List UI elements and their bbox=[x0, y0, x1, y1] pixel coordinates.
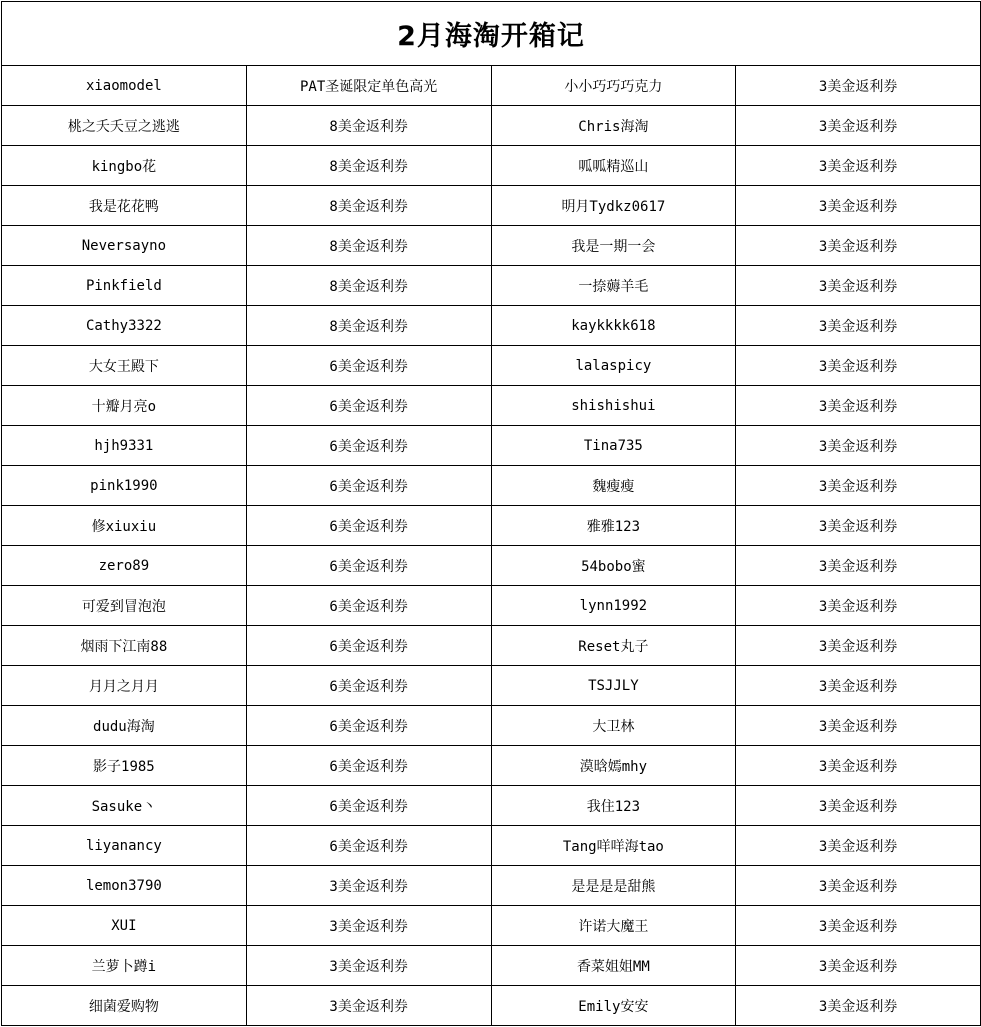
prize-right-cell: 3美金返利券 bbox=[736, 946, 981, 986]
winner-name-left-cell: 可爱到冒泡泡 bbox=[2, 586, 247, 626]
winner-name-left-cell: dudu海淘 bbox=[2, 706, 247, 746]
table-row bbox=[2, 626, 981, 666]
table-row bbox=[2, 506, 981, 546]
prize-left-cell: 3美金返利券 bbox=[246, 986, 491, 1026]
winner-name-left-cell: 细菌爱购物 bbox=[2, 986, 247, 1026]
prize-left-cell: 8美金返利券 bbox=[246, 106, 491, 146]
winner-name-right-cell: 雅雅123 bbox=[491, 506, 736, 546]
winner-name-right-cell: 我住123 bbox=[491, 786, 736, 826]
title-row bbox=[2, 2, 981, 66]
table-row bbox=[2, 906, 981, 946]
prize-left-cell: 6美金返利券 bbox=[246, 386, 491, 426]
table-row bbox=[2, 666, 981, 706]
table-body bbox=[2, 66, 981, 1026]
winner-name-left-cell: XUI bbox=[2, 906, 247, 946]
winner-name-right-cell: kaykkkk618 bbox=[491, 306, 736, 346]
winner-name-right-cell: TSJJLY bbox=[491, 666, 736, 706]
prize-right-cell: 3美金返利券 bbox=[736, 666, 981, 706]
winner-name-right-cell: Tina735 bbox=[491, 426, 736, 466]
winner-name-right-cell: 我是一期一会 bbox=[491, 226, 736, 266]
prize-right-cell: 3美金返利券 bbox=[736, 546, 981, 586]
winner-name-left-cell: 桃之夭夭豆之逃逃 bbox=[2, 106, 247, 146]
prize-right-cell: 3美金返利券 bbox=[736, 266, 981, 306]
winner-name-left-cell: Cathy3322 bbox=[2, 306, 247, 346]
prize-right-cell: 3美金返利券 bbox=[736, 226, 981, 266]
winner-name-right-cell: 是是是是甜熊 bbox=[491, 866, 736, 906]
table-row bbox=[2, 586, 981, 626]
winner-name-left-cell: 烟雨下江南88 bbox=[2, 626, 247, 666]
prize-left-cell: 8美金返利券 bbox=[246, 226, 491, 266]
prize-left-cell: 6美金返利券 bbox=[246, 586, 491, 626]
winner-name-left-cell: hjh9331 bbox=[2, 426, 247, 466]
prize-right-cell: 3美金返利券 bbox=[736, 586, 981, 626]
table-row bbox=[2, 786, 981, 826]
prize-right-cell: 3美金返利券 bbox=[736, 66, 981, 106]
winner-name-right-cell: 54bobo蜜 bbox=[491, 546, 736, 586]
prize-right-cell: 3美金返利券 bbox=[736, 986, 981, 1026]
table-row bbox=[2, 186, 981, 226]
winner-name-right-cell: 魏瘦瘦 bbox=[491, 466, 736, 506]
winner-name-left-cell: 修xiuxiu bbox=[2, 506, 247, 546]
winner-name-right-cell: lalaspicy bbox=[491, 346, 736, 386]
table-row bbox=[2, 386, 981, 426]
table-row bbox=[2, 746, 981, 786]
prize-left-cell: 6美金返利券 bbox=[246, 826, 491, 866]
prize-left-cell: 6美金返利券 bbox=[246, 466, 491, 506]
winner-name-right-cell: 香菜姐姐MM bbox=[491, 946, 736, 986]
prize-left-cell: 6美金返利券 bbox=[246, 546, 491, 586]
table-row bbox=[2, 706, 981, 746]
prize-left-cell: 3美金返利券 bbox=[246, 906, 491, 946]
prize-left-cell: 6美金返利券 bbox=[246, 746, 491, 786]
prize-right-cell: 3美金返利券 bbox=[736, 506, 981, 546]
winner-name-left-cell: xiaomodel bbox=[2, 66, 247, 106]
winner-name-right-cell: 呱呱精巡山 bbox=[491, 146, 736, 186]
prize-left-cell: 3美金返利券 bbox=[246, 946, 491, 986]
prize-right-cell: 3美金返利券 bbox=[736, 466, 981, 506]
table-row bbox=[2, 946, 981, 986]
table-row bbox=[2, 986, 981, 1026]
prize-left-cell: PAT圣诞限定单色高光 bbox=[246, 66, 491, 106]
winner-name-right-cell: 大卫林 bbox=[491, 706, 736, 746]
table-row bbox=[2, 66, 981, 106]
prize-right-cell: 3美金返利券 bbox=[736, 746, 981, 786]
winner-name-right-cell: lynn1992 bbox=[491, 586, 736, 626]
winner-name-right-cell: Emily安安 bbox=[491, 986, 736, 1026]
prize-right-cell: 3美金返利券 bbox=[736, 706, 981, 746]
prize-left-cell: 6美金返利券 bbox=[246, 626, 491, 666]
prize-left-cell: 6美金返利券 bbox=[246, 666, 491, 706]
table-row bbox=[2, 306, 981, 346]
prize-left-cell: 6美金返利券 bbox=[246, 786, 491, 826]
winner-name-left-cell: 大女王殿下 bbox=[2, 346, 247, 386]
prize-right-cell: 3美金返利券 bbox=[736, 346, 981, 386]
table-row bbox=[2, 346, 981, 386]
winner-name-left-cell: liyanancy bbox=[2, 826, 247, 866]
winner-name-right-cell: Chris海淘 bbox=[491, 106, 736, 146]
table-row bbox=[2, 866, 981, 906]
page-title: 2月海淘开箱记 bbox=[2, 2, 981, 66]
prize-right-cell: 3美金返利券 bbox=[736, 106, 981, 146]
prize-left-cell: 8美金返利券 bbox=[246, 306, 491, 346]
winners-table bbox=[1, 1, 981, 1026]
winner-name-left-cell: 我是花花鸭 bbox=[2, 186, 247, 226]
prize-left-cell: 3美金返利券 bbox=[246, 866, 491, 906]
winner-name-right-cell: Reset丸子 bbox=[491, 626, 736, 666]
winner-name-left-cell: Pinkfield bbox=[2, 266, 247, 306]
winner-name-right-cell: 漠晗嫣mhy bbox=[491, 746, 736, 786]
prize-left-cell: 6美金返利券 bbox=[246, 346, 491, 386]
winner-name-left-cell: zero89 bbox=[2, 546, 247, 586]
table-row bbox=[2, 466, 981, 506]
winner-name-left-cell: 月月之月月 bbox=[2, 666, 247, 706]
winner-name-right-cell: shishishui bbox=[491, 386, 736, 426]
prize-right-cell: 3美金返利券 bbox=[736, 306, 981, 346]
prize-left-cell: 8美金返利券 bbox=[246, 186, 491, 226]
table-row bbox=[2, 826, 981, 866]
winner-name-left-cell: Neversayno bbox=[2, 226, 247, 266]
prize-right-cell: 3美金返利券 bbox=[736, 186, 981, 226]
winner-name-left-cell: kingbo花 bbox=[2, 146, 247, 186]
prize-left-cell: 6美金返利券 bbox=[246, 426, 491, 466]
table-row bbox=[2, 146, 981, 186]
winner-name-right-cell: 许诺大魔王 bbox=[491, 906, 736, 946]
prize-right-cell: 3美金返利券 bbox=[736, 426, 981, 466]
prize-right-cell: 3美金返利券 bbox=[736, 826, 981, 866]
prize-right-cell: 3美金返利券 bbox=[736, 626, 981, 666]
winner-name-right-cell: 明月Tydkz0617 bbox=[491, 186, 736, 226]
winner-name-right-cell: 一捺薅羊毛 bbox=[491, 266, 736, 306]
table-row bbox=[2, 546, 981, 586]
prize-right-cell: 3美金返利券 bbox=[736, 906, 981, 946]
winner-name-right-cell: Tang咩咩海tao bbox=[491, 826, 736, 866]
winner-name-left-cell: Sasuke丶 bbox=[2, 786, 247, 826]
prize-right-cell: 3美金返利券 bbox=[736, 146, 981, 186]
prize-right-cell: 3美金返利券 bbox=[736, 786, 981, 826]
table-row bbox=[2, 106, 981, 146]
table-row bbox=[2, 266, 981, 306]
winner-name-left-cell: pink1990 bbox=[2, 466, 247, 506]
prize-right-cell: 3美金返利券 bbox=[736, 386, 981, 426]
winner-name-left-cell: lemon3790 bbox=[2, 866, 247, 906]
winner-name-left-cell: 影子1985 bbox=[2, 746, 247, 786]
table-row bbox=[2, 226, 981, 266]
winner-name-right-cell: 小小巧巧巧克力 bbox=[491, 66, 736, 106]
prize-left-cell: 8美金返利券 bbox=[246, 146, 491, 186]
table-row bbox=[2, 426, 981, 466]
winner-name-left-cell: 兰萝卜蹲i bbox=[2, 946, 247, 986]
winner-name-left-cell: 十瓣月亮o bbox=[2, 386, 247, 426]
prize-right-cell: 3美金返利券 bbox=[736, 866, 981, 906]
prize-left-cell: 6美金返利券 bbox=[246, 506, 491, 546]
prize-left-cell: 6美金返利券 bbox=[246, 706, 491, 746]
prize-left-cell: 8美金返利券 bbox=[246, 266, 491, 306]
